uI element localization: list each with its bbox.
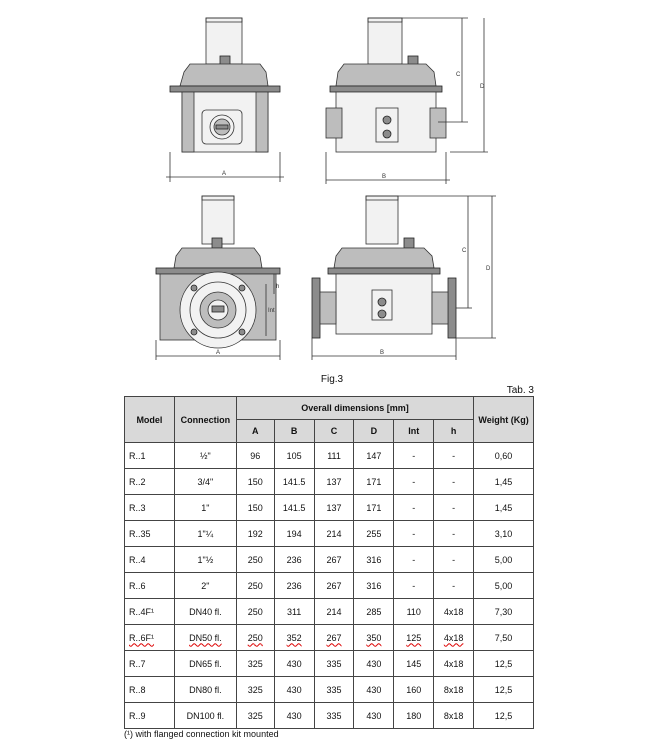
- cell-conn: DN40 fl.: [174, 599, 236, 625]
- cell-d: 316: [354, 573, 394, 599]
- side-view-threaded: [326, 18, 488, 184]
- cell-b: 430: [274, 651, 314, 677]
- cell-h: -: [434, 443, 474, 469]
- cell-c: 267: [314, 573, 354, 599]
- cell-w: 0,60: [474, 443, 534, 469]
- table-row: [125, 703, 534, 729]
- cell-a: 250: [236, 547, 274, 573]
- cell-c: 335: [314, 677, 354, 703]
- table-row: [125, 573, 534, 599]
- technical-drawing: [150, 12, 520, 362]
- side-view-flanged: [312, 196, 496, 360]
- spellcheck-underline: 350: [366, 632, 382, 643]
- spellcheck-underline: 250: [247, 632, 263, 643]
- cell-a: 150: [236, 495, 274, 521]
- table-row: [125, 495, 534, 521]
- table-row: [125, 547, 534, 573]
- cell-b: 194: [274, 521, 314, 547]
- cell-w: 5,00: [474, 573, 534, 599]
- table-row: [125, 443, 534, 469]
- header-b: B: [274, 420, 314, 443]
- cell-model: [125, 625, 175, 651]
- header-h: h: [434, 420, 474, 443]
- cell-model: R..35: [125, 521, 175, 547]
- cell-model: R..7: [125, 651, 175, 677]
- cell-a: [236, 625, 274, 651]
- cell-conn: DN80 fl.: [174, 677, 236, 703]
- cell-c: 335: [314, 651, 354, 677]
- cell-int: -: [394, 469, 434, 495]
- cell-b: [274, 625, 314, 651]
- cell-int: -: [394, 521, 434, 547]
- cell-d: 171: [354, 495, 394, 521]
- cell-c: 137: [314, 495, 354, 521]
- table-row: [125, 521, 534, 547]
- cell-w: 12,5: [474, 651, 534, 677]
- cell-b: 236: [274, 573, 314, 599]
- table-footnote: (¹) with flanged connection kit mounted: [124, 729, 279, 739]
- cell-h: -: [434, 495, 474, 521]
- cell-h: [434, 625, 474, 651]
- table-row: [125, 677, 534, 703]
- header-model: Model: [125, 397, 175, 443]
- header-a: A: [236, 420, 274, 443]
- cell-model: R..1: [125, 443, 175, 469]
- cell-a: 250: [236, 573, 274, 599]
- header-d: D: [354, 420, 394, 443]
- dim-label-b-top: B: [382, 174, 387, 180]
- cell-b: 430: [274, 677, 314, 703]
- header-overall-dimensions: Overall dimensions [mm]: [236, 397, 473, 420]
- cell-conn: [174, 625, 236, 651]
- cell-model: R..2: [125, 469, 175, 495]
- dim-label-int: Int: [268, 308, 275, 314]
- cell-int: -: [394, 495, 434, 521]
- cell-w: 7,50: [474, 625, 534, 651]
- header-int: Int: [394, 420, 434, 443]
- cell-h: -: [434, 547, 474, 573]
- cell-conn: 1": [174, 495, 236, 521]
- cell-w: 5,00: [474, 547, 534, 573]
- cell-h: -: [434, 573, 474, 599]
- cell-a: 250: [236, 599, 274, 625]
- header-weight: Weight (Kg): [474, 397, 534, 443]
- spellcheck-underline: 4x18: [443, 632, 464, 643]
- cell-b: 141.5: [274, 495, 314, 521]
- table-row: [125, 625, 534, 651]
- cell-a: 150: [236, 469, 274, 495]
- cell-b: 105: [274, 443, 314, 469]
- regulator-drawings: [150, 12, 520, 362]
- figure-caption: Fig.3: [320, 374, 344, 385]
- cell-a: 192: [236, 521, 274, 547]
- header-c: C: [314, 420, 354, 443]
- cell-w: 1,45: [474, 469, 534, 495]
- cell-model: R..4: [125, 547, 175, 573]
- cell-conn: DN65 fl.: [174, 651, 236, 677]
- cell-h: 8x18: [434, 703, 474, 729]
- cell-int: -: [394, 573, 434, 599]
- cell-d: 171: [354, 469, 394, 495]
- cell-w: 7,30: [474, 599, 534, 625]
- cell-c: 335: [314, 703, 354, 729]
- spellcheck-underline: DN50 fl.: [189, 632, 222, 643]
- spellcheck-underline: R..6F¹: [129, 632, 155, 643]
- dim-label-c-top: C: [456, 72, 461, 78]
- table-row: [125, 469, 534, 495]
- cell-b: 430: [274, 703, 314, 729]
- cell-int: 180: [394, 703, 434, 729]
- cell-model: R..6: [125, 573, 175, 599]
- cell-int: -: [394, 547, 434, 573]
- spellcheck-underline: 125: [406, 632, 422, 643]
- cell-conn: DN100 fl.: [174, 703, 236, 729]
- cell-int: 145: [394, 651, 434, 677]
- cell-int: 110: [394, 599, 434, 625]
- cell-b: 311: [274, 599, 314, 625]
- cell-w: 3,10: [474, 521, 534, 547]
- cell-c: 267: [314, 547, 354, 573]
- cell-int: [394, 625, 434, 651]
- spellcheck-underline: 267: [326, 632, 342, 643]
- cell-int: 160: [394, 677, 434, 703]
- cell-d: 285: [354, 599, 394, 625]
- cell-conn: 1"½: [174, 547, 236, 573]
- cell-c: [314, 625, 354, 651]
- cell-model: R..9: [125, 703, 175, 729]
- dim-label-d-top: D: [480, 84, 485, 90]
- cell-c: 137: [314, 469, 354, 495]
- cell-h: 8x18: [434, 677, 474, 703]
- cell-a: 325: [236, 677, 274, 703]
- cell-b: 141.5: [274, 469, 314, 495]
- cell-model: R..8: [125, 677, 175, 703]
- cell-w: 1,45: [474, 495, 534, 521]
- table-row: [125, 599, 534, 625]
- cell-d: 147: [354, 443, 394, 469]
- cell-d: 430: [354, 703, 394, 729]
- front-view-flanged: [156, 196, 280, 360]
- spellcheck-underline: 352: [286, 632, 302, 643]
- cell-h: 4x18: [434, 651, 474, 677]
- cell-w: 12,5: [474, 703, 534, 729]
- cell-conn: ½": [174, 443, 236, 469]
- table-row: [125, 651, 534, 677]
- dimensions-table: [124, 396, 534, 729]
- dim-label-h: h: [276, 284, 280, 290]
- cell-conn: 3/4": [174, 469, 236, 495]
- cell-w: 12,5: [474, 677, 534, 703]
- cell-conn: 1"¼: [174, 521, 236, 547]
- cell-d: [354, 625, 394, 651]
- dim-label-d-bottom: D: [486, 266, 491, 272]
- cell-c: 214: [314, 599, 354, 625]
- cell-h: 4x18: [434, 599, 474, 625]
- cell-d: 430: [354, 651, 394, 677]
- cell-model: R..4F¹: [125, 599, 175, 625]
- dim-label-a-bottom: A: [216, 350, 221, 356]
- cell-a: 325: [236, 651, 274, 677]
- cell-int: -: [394, 443, 434, 469]
- cell-h: -: [434, 521, 474, 547]
- cell-c: 214: [314, 521, 354, 547]
- dim-label-b-bottom: B: [380, 350, 385, 356]
- header-connection: Connection: [174, 397, 236, 443]
- cell-d: 316: [354, 547, 394, 573]
- cell-c: 111: [314, 443, 354, 469]
- dim-label-a: A: [222, 171, 227, 177]
- cell-a: 325: [236, 703, 274, 729]
- cell-d: 255: [354, 521, 394, 547]
- cell-a: 96: [236, 443, 274, 469]
- cell-model: R..3: [125, 495, 175, 521]
- cell-b: 236: [274, 547, 314, 573]
- dim-label-c-bottom: C: [462, 248, 467, 254]
- table-caption: Tab. 3: [506, 385, 534, 396]
- cell-conn: 2": [174, 573, 236, 599]
- cell-d: 430: [354, 677, 394, 703]
- cell-h: -: [434, 469, 474, 495]
- table-body: [125, 443, 534, 729]
- front-view-threaded: [166, 18, 284, 182]
